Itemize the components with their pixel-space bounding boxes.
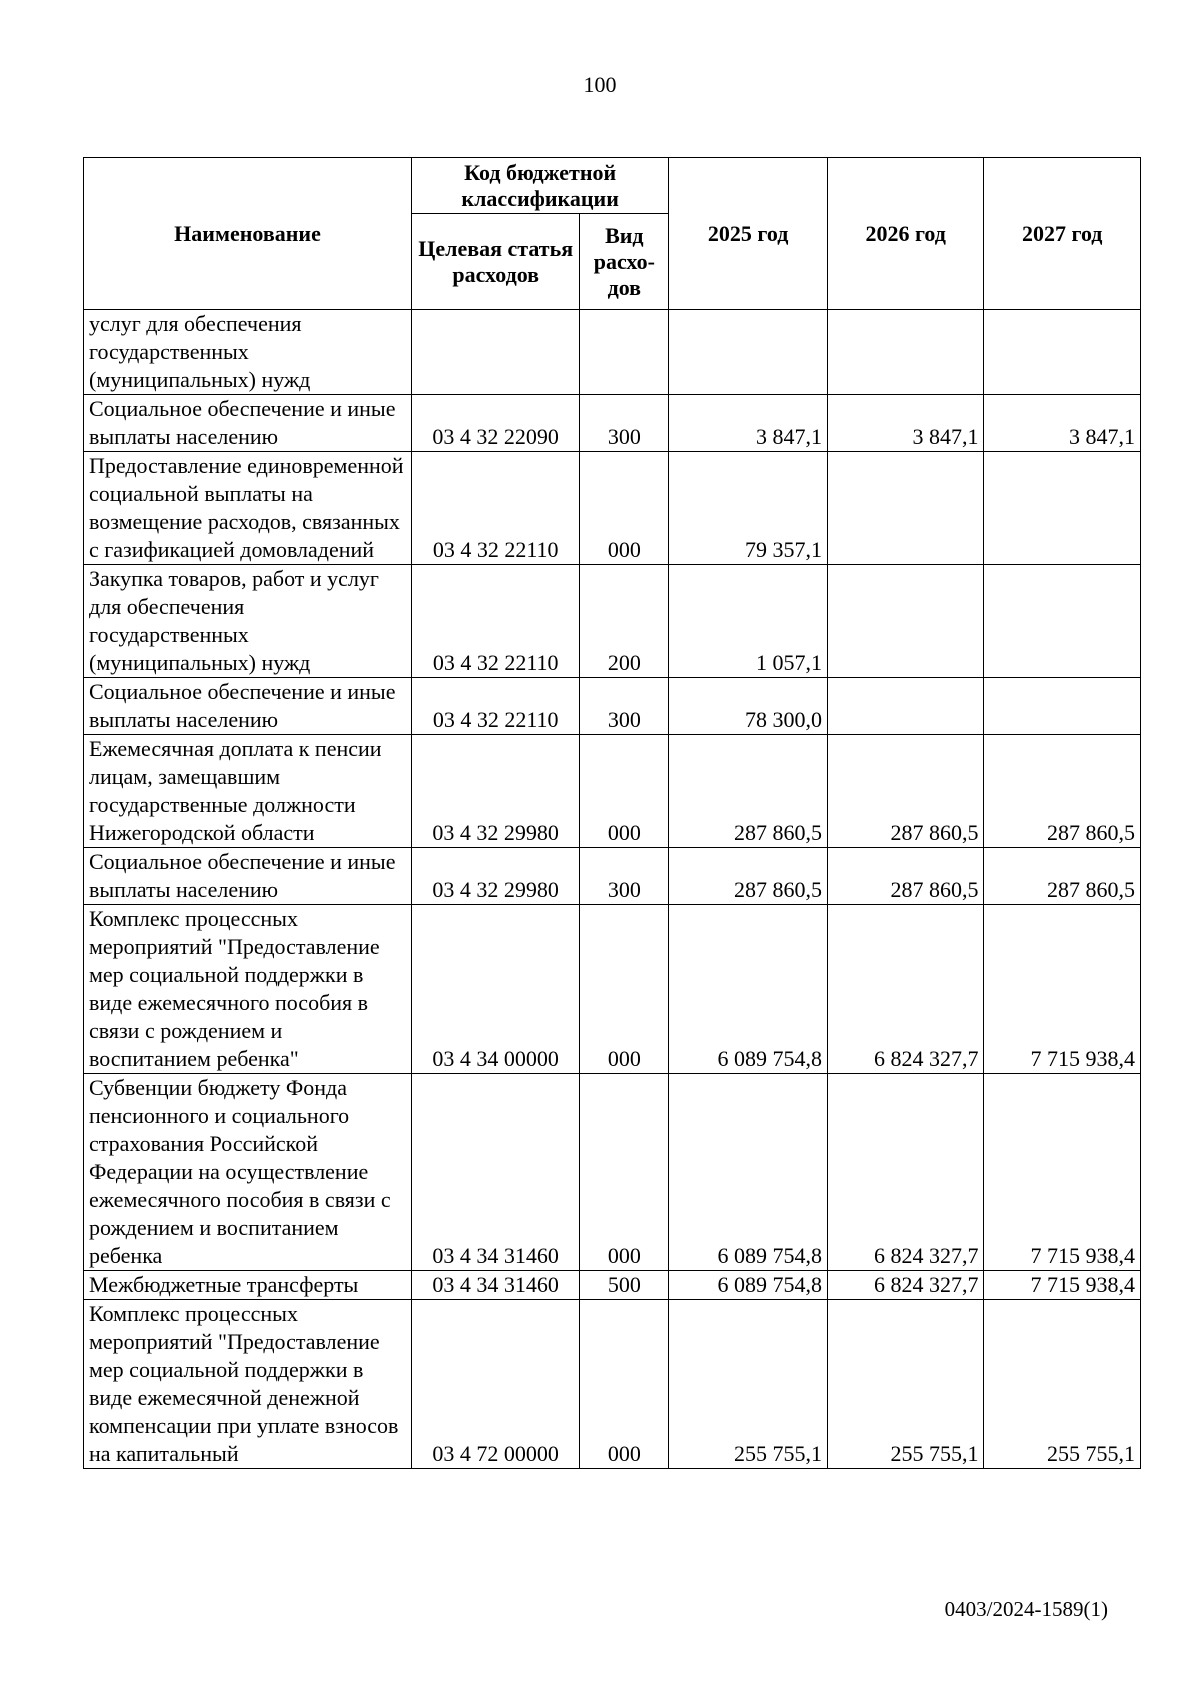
cell-2026: 287 860,5 xyxy=(827,848,984,905)
cell-target-article: 03 4 32 22110 xyxy=(412,565,580,678)
cell-2026: 255 755,1 xyxy=(827,1300,984,1469)
cell-expense-kind: 200 xyxy=(580,565,669,678)
cell-2027 xyxy=(984,452,1141,565)
cell-expense-kind: 500 xyxy=(580,1271,669,1300)
cell-name: Межбюджетные трансферты xyxy=(84,1271,412,1300)
cell-name: услуг для обеспечения государственных (муниципальных) нужд xyxy=(84,310,412,395)
cell-2027: 7 715 938,4 xyxy=(984,905,1141,1074)
cell-2025 xyxy=(669,310,828,395)
cell-expense-kind: 300 xyxy=(580,678,669,735)
cell-target-article xyxy=(412,310,580,395)
table-row xyxy=(84,395,1141,452)
cell-name: Комплекс процессных мероприятий "Предоставление мер социальной поддержки в виде ежемесячной денежной компенсации при уплате взносов на капитальный xyxy=(84,1300,412,1469)
header-2026: 2026 год xyxy=(827,158,984,310)
cell-target-article: 03 4 32 22090 xyxy=(412,395,580,452)
cell-2025: 79 357,1 xyxy=(669,452,828,565)
cell-2026 xyxy=(827,310,984,395)
cell-2025: 78 300,0 xyxy=(669,678,828,735)
cell-2027: 7 715 938,4 xyxy=(984,1271,1141,1300)
cell-name: Ежемесячная доплата к пенсии лицам, замещавшим государственные должности Нижегородской области xyxy=(84,735,412,848)
cell-name: Социальное обеспечение и иные выплаты населению xyxy=(84,395,412,452)
header-target-article: Целевая статья расходов xyxy=(412,214,580,310)
cell-expense-kind: 000 xyxy=(580,905,669,1074)
budget-table xyxy=(83,157,1141,1469)
cell-target-article: 03 4 34 31460 xyxy=(412,1074,580,1271)
header-expense-kind: Вид расхо-дов xyxy=(580,214,669,310)
page-number: 100 xyxy=(583,72,617,97)
table-row xyxy=(84,565,1141,678)
cell-expense-kind: 300 xyxy=(580,848,669,905)
header-2027: 2027 год xyxy=(984,158,1141,310)
cell-target-article: 03 4 32 29980 xyxy=(412,735,580,848)
cell-name: Субвенции бюджету Фонда пенсионного и социального страхования Российской Федерации на осуществление ежемесячного пособия в связи с рождением и воспитанием ребенка xyxy=(84,1074,412,1271)
cell-expense-kind: 000 xyxy=(580,735,669,848)
cell-expense-kind xyxy=(580,310,669,395)
cell-expense-kind: 000 xyxy=(580,1300,669,1469)
cell-name: Предоставление единовременной социальной выплаты на возмещение расходов, связанных с газификацией домовладений xyxy=(84,452,412,565)
cell-2025: 255 755,1 xyxy=(669,1300,828,1469)
cell-2026: 287 860,5 xyxy=(827,735,984,848)
cell-expense-kind: 300 xyxy=(580,395,669,452)
cell-2025: 287 860,5 xyxy=(669,848,828,905)
table-row xyxy=(84,1300,1141,1469)
cell-2027 xyxy=(984,678,1141,735)
cell-2025: 6 089 754,8 xyxy=(669,1074,828,1271)
cell-name: Социальное обеспечение и иные выплаты населению xyxy=(84,678,412,735)
cell-2026: 6 824 327,7 xyxy=(827,1074,984,1271)
cell-2027: 287 860,5 xyxy=(984,848,1141,905)
cell-target-article: 03 4 34 00000 xyxy=(412,905,580,1074)
cell-2027 xyxy=(984,310,1141,395)
table-row xyxy=(84,905,1141,1074)
cell-2027: 287 860,5 xyxy=(984,735,1141,848)
document-code: 0403/2024-1589(1) xyxy=(944,1597,1108,1621)
cell-name: Закупка товаров, работ и услуг для обеспечения государственных (муниципальных) нужд xyxy=(84,565,412,678)
cell-2026: 3 847,1 xyxy=(827,395,984,452)
table-row xyxy=(84,1074,1141,1271)
header-name: Наименование xyxy=(84,158,412,310)
table-row xyxy=(84,678,1141,735)
cell-expense-kind: 000 xyxy=(580,1074,669,1271)
cell-target-article: 03 4 72 00000 xyxy=(412,1300,580,1469)
cell-2026: 6 824 327,7 xyxy=(827,905,984,1074)
cell-2027: 255 755,1 xyxy=(984,1300,1141,1469)
cell-name: Социальное обеспечение и иные выплаты населению xyxy=(84,848,412,905)
table-row xyxy=(84,310,1141,395)
cell-2025: 287 860,5 xyxy=(669,735,828,848)
header-code-group: Код бюджетной классификации xyxy=(412,158,669,214)
cell-2026 xyxy=(827,565,984,678)
cell-2025: 6 089 754,8 xyxy=(669,905,828,1074)
cell-2026 xyxy=(827,678,984,735)
cell-target-article: 03 4 34 31460 xyxy=(412,1271,580,1300)
table-row xyxy=(84,1271,1141,1300)
cell-2027: 3 847,1 xyxy=(984,395,1141,452)
cell-2025: 6 089 754,8 xyxy=(669,1271,828,1300)
cell-name: Комплекс процессных мероприятий "Предоставление мер социальной поддержки в виде ежемесячного пособия в связи с рождением и воспитанием ребенка" xyxy=(84,905,412,1074)
cell-expense-kind: 000 xyxy=(580,452,669,565)
table-row xyxy=(84,735,1141,848)
cell-2025: 1 057,1 xyxy=(669,565,828,678)
cell-2026 xyxy=(827,452,984,565)
header-2025: 2025 год xyxy=(669,158,828,310)
cell-2025: 3 847,1 xyxy=(669,395,828,452)
cell-target-article: 03 4 32 22110 xyxy=(412,452,580,565)
table-row xyxy=(84,452,1141,565)
cell-target-article: 03 4 32 22110 xyxy=(412,678,580,735)
cell-2026: 6 824 327,7 xyxy=(827,1271,984,1300)
table-row xyxy=(84,848,1141,905)
cell-target-article: 03 4 32 29980 xyxy=(412,848,580,905)
cell-2027 xyxy=(984,565,1141,678)
cell-2027: 7 715 938,4 xyxy=(984,1074,1141,1271)
